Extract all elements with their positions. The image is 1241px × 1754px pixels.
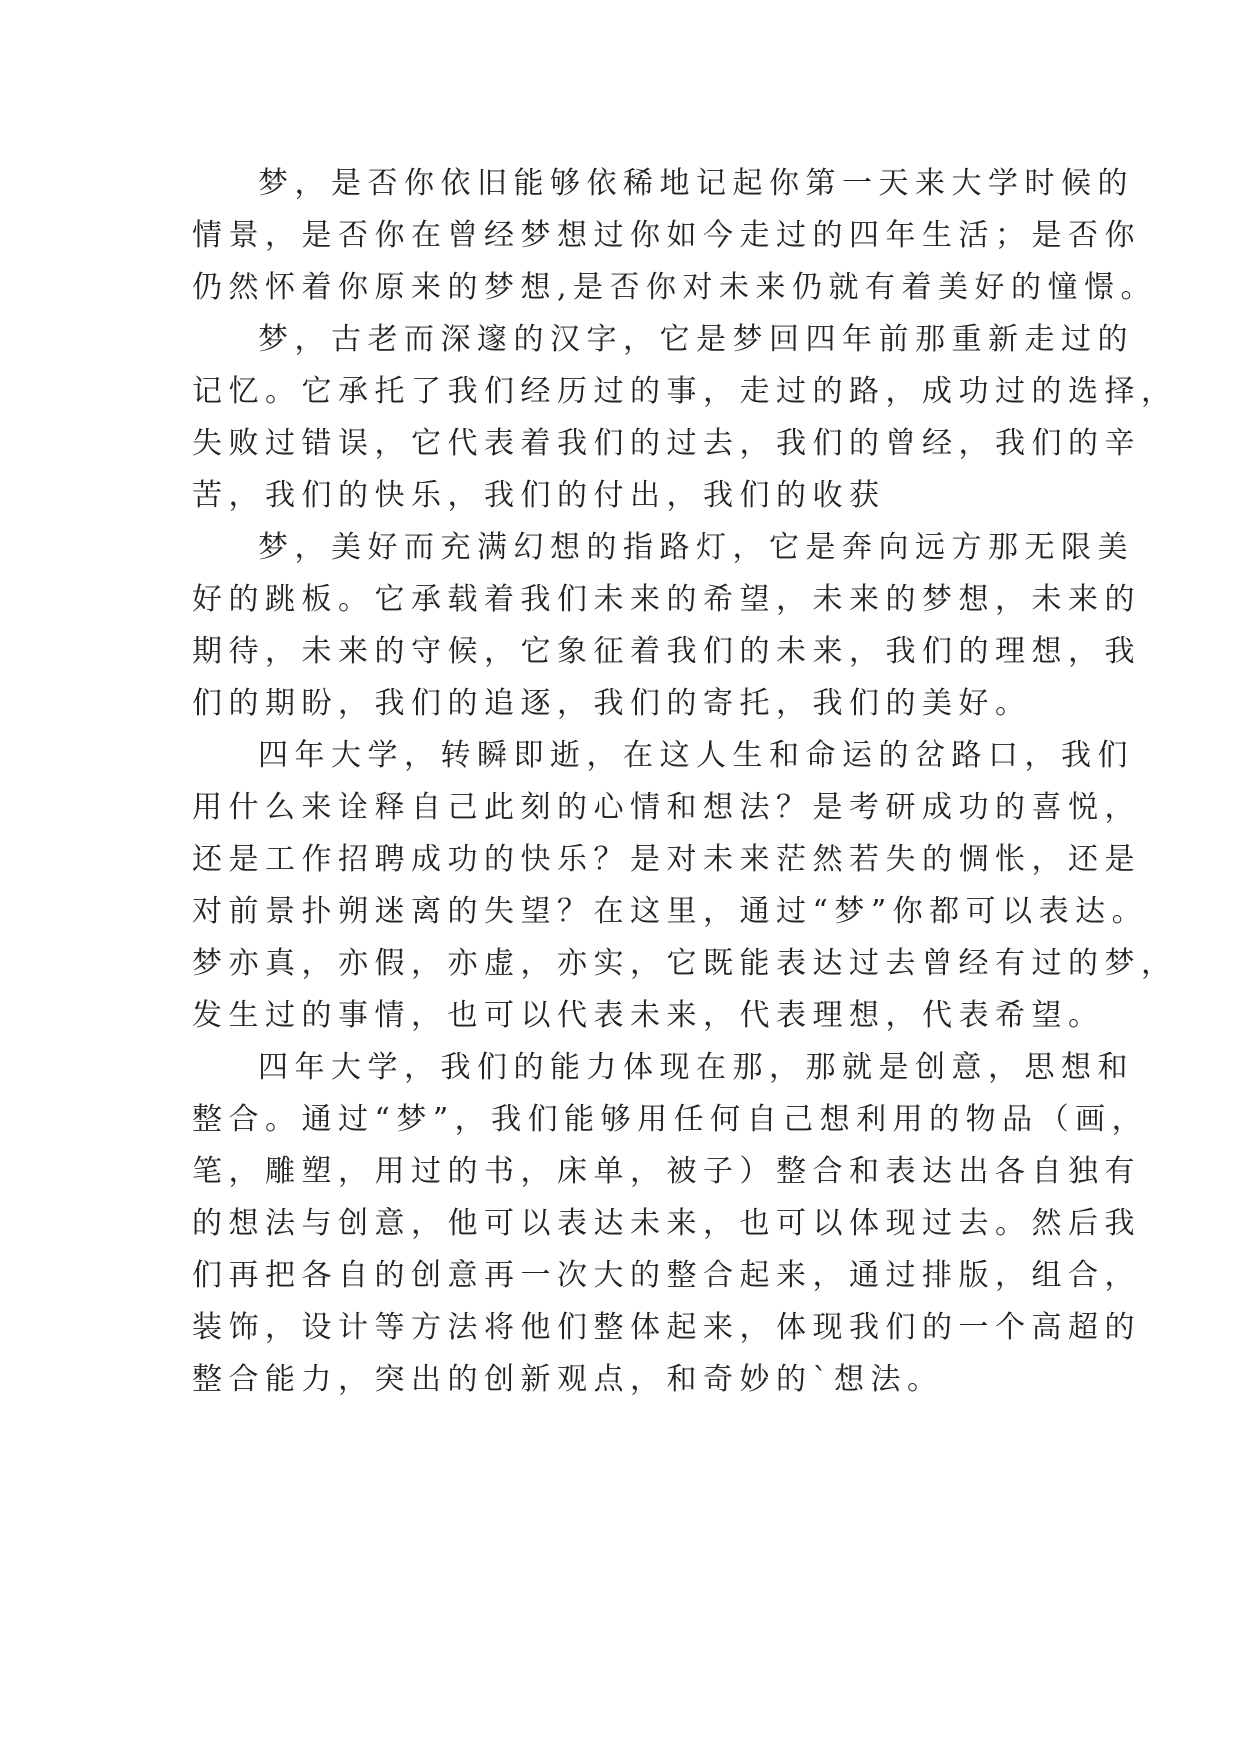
text-line: 梦，是否你依旧能够依稀地记起你第一天来大学时候的: [258, 166, 1134, 201]
text-line: 装饰，设计等方法将他们整体起来，体现我们的一个高超的: [192, 1310, 1141, 1345]
text-line: 好的跳板。它承载着我们未来的希望，未来的梦想，未来的: [192, 582, 1141, 617]
text-line: 用什么来诠释自己此刻的心情和想法？是考研成功的喜悦，: [192, 790, 1141, 825]
text-line: 情景，是否你在曾经梦想过你如今走过的四年生活；是否你: [192, 218, 1141, 253]
text-line: 对前景扑朔迷离的失望？在这里，通过“梦”你都可以表达。: [192, 894, 1149, 929]
text-line: 发生过的事情，也可以代表未来，代表理想，代表希望。: [192, 998, 1105, 1033]
text-line: 苦，我们的快乐，我们的付出，我们的收获: [192, 478, 886, 513]
text-line: 梦，古老而深邃的汉字，它是梦回四年前那重新走过的: [258, 322, 1134, 357]
paragraph-4: [192, 730, 1178, 1042]
text-line: 还是工作招聘成功的快乐？是对未来茫然若失的惆怅，还是: [192, 842, 1141, 877]
text-line: 四年大学，转瞬即逝，在这人生和命运的岔路口，我们: [258, 738, 1134, 773]
text-line: 的想法与创意，他可以表达未来，也可以体现过去。然后我: [192, 1206, 1141, 1241]
text-line: 梦，美好而充满幻想的指路灯，它是奔向远方那无限美: [258, 530, 1134, 565]
paragraph-1: [192, 158, 1158, 314]
text-line: 四年大学，我们的能力体现在那，那就是创意，思想和: [258, 1050, 1134, 1085]
text-line: 们再把各自的创意再一次大的整合起来，通过排版，组合，: [192, 1258, 1141, 1293]
text-line: 整合。通过“梦”，我们能够用任何自己想利用的物品（画，: [192, 1102, 1149, 1137]
text-line: 记忆。它承托了我们经历过的事，走过的路，成功过的选择，: [192, 374, 1178, 409]
paragraph-5: [192, 1042, 1149, 1406]
paragraph-3: [192, 522, 1141, 730]
text-line: 仍然怀着你原来的梦想,是否你对未来仍就有着美好的憧憬。: [192, 270, 1158, 305]
paragraph-2: [192, 314, 1178, 522]
text-line: 期待，未来的守候，它象征着我们的未来，我们的理想，我: [192, 634, 1141, 669]
text-line: 失败过错误，它代表着我们的过去，我们的曾经，我们的辛: [192, 426, 1141, 461]
document-body: [192, 158, 1178, 1406]
text-line: 梦亦真，亦假，亦虚，亦实，它既能表达过去曾经有过的梦，: [192, 946, 1178, 981]
text-line: 笔，雕塑，用过的书，床单，被子）整合和表达出各自独有: [192, 1154, 1141, 1189]
text-line: 们的期盼，我们的追逐，我们的寄托，我们的美好。: [192, 686, 1032, 721]
text-line: 整合能力，突出的创新观点，和奇妙的`想法。: [192, 1362, 944, 1397]
